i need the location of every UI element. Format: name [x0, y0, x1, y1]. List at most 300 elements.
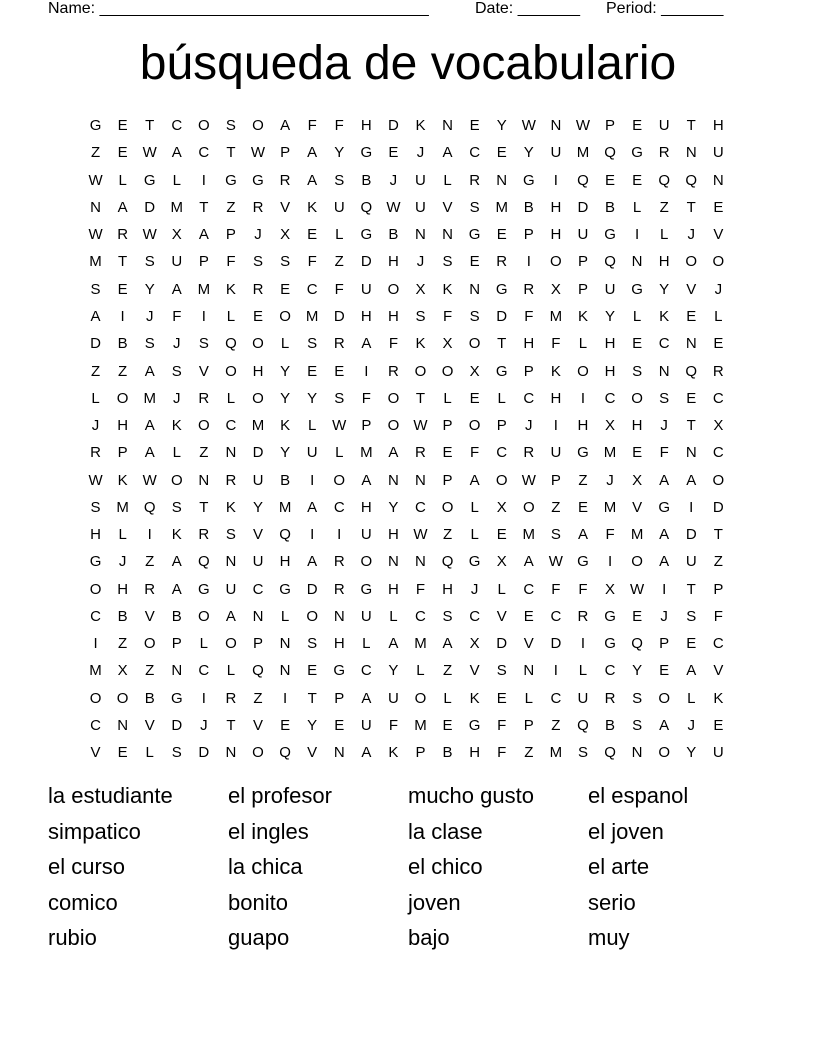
grid-letter: N	[469, 280, 481, 298]
grid-letter: Z	[551, 498, 561, 516]
grid-letter: D	[712, 498, 724, 516]
grid-letter: O	[387, 417, 400, 435]
grid-letter: W	[88, 171, 103, 189]
grid-letter: V	[307, 744, 318, 762]
grid-row	[82, 139, 732, 166]
grid-letter: T	[118, 253, 128, 271]
grid-letter: A	[659, 716, 670, 734]
grid-letter: E	[713, 335, 724, 353]
grid-letter: O	[252, 335, 264, 353]
grid-letter: P	[523, 226, 534, 244]
grid-letter: K	[307, 198, 318, 216]
grid-letter: W	[332, 417, 347, 435]
word-bank-item: el ingles	[228, 818, 309, 844]
grid-letter: M	[603, 498, 617, 516]
grid-letter: G	[198, 580, 210, 598]
grid-letter: I	[662, 580, 667, 598]
grid-letter: F	[551, 580, 561, 598]
grid-row	[82, 603, 732, 630]
grid-letter: S	[659, 389, 670, 407]
grid-letter: O	[468, 417, 481, 435]
grid-letter: P	[550, 471, 561, 489]
grid-letter: A	[307, 498, 318, 516]
grid-letter: F	[226, 253, 236, 271]
grid-letter: K	[280, 417, 291, 435]
grid-letter: Q	[252, 662, 264, 680]
grid-letter: Q	[658, 171, 671, 189]
grid-letter: L	[632, 198, 642, 216]
grid-letter: N	[225, 444, 237, 462]
grid-letter: Y	[280, 444, 291, 462]
grid-letter: C	[306, 280, 318, 298]
grid-letter: J	[416, 253, 425, 271]
grid-letter: D	[333, 307, 345, 325]
grid-row	[82, 221, 732, 248]
grid-letter: H	[550, 198, 562, 216]
grid-letter: R	[523, 444, 535, 462]
grid-letter: L	[118, 526, 127, 544]
grid-letter: H	[387, 580, 399, 598]
word-bank-item: serio	[588, 889, 636, 915]
grid-letter: D	[387, 117, 399, 135]
grid-letter: C	[90, 607, 101, 625]
grid-letter: P	[361, 417, 372, 435]
grid-letter: N	[496, 171, 508, 189]
word-bank-item: la estudiante	[48, 783, 173, 808]
grid-letter: Y	[280, 362, 291, 380]
grid-letter: D	[577, 198, 589, 216]
grid-letter: K	[442, 280, 453, 298]
grid-letter: C	[252, 580, 264, 598]
grid-letter: Y	[307, 389, 318, 407]
grid-letter: L	[172, 171, 181, 189]
grid-letter: A	[361, 744, 372, 762]
grid-letter: H	[712, 117, 724, 135]
grid-letter: W	[142, 144, 157, 162]
grid-letter: O	[143, 635, 156, 653]
grid-letter: F	[388, 716, 398, 734]
grid-letter: P	[496, 417, 507, 435]
grid-letter: W	[413, 417, 428, 435]
word-bank-item: el profesor	[228, 783, 332, 808]
grid-letter: L	[524, 689, 533, 707]
grid-letter: B	[117, 607, 128, 625]
grid-letter: R	[225, 471, 237, 489]
grid-letter: G	[279, 580, 291, 598]
grid-letter: M	[197, 280, 211, 298]
grid-letter: C	[712, 635, 724, 653]
grid-letter: E	[307, 362, 318, 380]
grid-letter: P	[198, 253, 209, 271]
grid-letter: E	[686, 635, 697, 653]
grid-letter: Y	[496, 117, 507, 135]
grid-letter: E	[442, 444, 453, 462]
grid-letter: P	[659, 635, 670, 653]
grid-letter: X	[469, 362, 480, 380]
grid-letter: D	[198, 744, 210, 762]
grid-letter: F	[659, 444, 669, 462]
grid-letter: S	[469, 307, 480, 325]
grid-letter: L	[497, 389, 506, 407]
grid-letter: V	[469, 662, 480, 680]
grid-letter: F	[334, 280, 344, 298]
grid-letter: H	[604, 335, 616, 353]
grid-letter: U	[252, 471, 264, 489]
grid-letter: V	[144, 716, 155, 734]
grid-letter: F	[605, 526, 615, 544]
grid-letter: C	[198, 144, 210, 162]
grid-letter: E	[496, 689, 507, 707]
grid-letter: H	[117, 417, 129, 435]
grid-letter: V	[632, 498, 643, 516]
grid-letter: M	[170, 198, 184, 216]
grid-letter: S	[144, 335, 155, 353]
grid-letter: Y	[388, 498, 399, 516]
grid-letter: F	[713, 607, 723, 625]
grid-letter: B	[280, 471, 291, 489]
grid-letter: E	[469, 389, 480, 407]
grid-letter: F	[497, 716, 507, 734]
grid-letter: K	[577, 307, 588, 325]
grid-letter: S	[198, 335, 209, 353]
grid-row	[82, 276, 732, 303]
grid-row	[82, 439, 732, 466]
grid-letter: Q	[360, 198, 373, 216]
grid-letter: T	[713, 526, 723, 544]
word-bank-item: el arte	[588, 854, 650, 880]
grid-letter: U	[333, 198, 345, 216]
grid-letter: G	[225, 171, 237, 189]
grid-letter: J	[660, 607, 668, 625]
grid-letter: W	[548, 553, 563, 571]
grid-letter: O	[550, 253, 562, 271]
grid-letter: W	[521, 471, 536, 489]
grid-letter: L	[307, 417, 317, 435]
grid-letter: N	[117, 716, 129, 734]
grid-letter: O	[522, 498, 535, 516]
grid-letter: U	[550, 144, 562, 162]
grid-letter: M	[143, 389, 156, 407]
grid-letter: S	[686, 607, 697, 625]
grid-letter: M	[305, 307, 319, 325]
grid-letter: O	[89, 580, 102, 598]
grid-letter: A	[171, 580, 182, 598]
grid-letter: R	[496, 253, 508, 271]
grid-letter: I	[553, 417, 558, 435]
grid-letter: S	[442, 607, 453, 625]
grid-letter: V	[442, 198, 453, 216]
grid-letter: C	[469, 607, 481, 625]
grid-letter: D	[550, 635, 562, 653]
grid-letter: E	[117, 280, 128, 298]
grid-letter: H	[387, 526, 399, 544]
grid-letter: O	[658, 744, 671, 762]
grid-letter: R	[252, 198, 264, 216]
grid-letter: S	[334, 171, 345, 189]
grid-letter: R	[333, 580, 345, 598]
grid-letter: W	[88, 471, 103, 489]
grid-letter: Y	[388, 662, 399, 680]
grid-letter: X	[442, 335, 453, 353]
grid-letter: Y	[253, 498, 264, 516]
grid-letter: L	[470, 526, 479, 544]
grid-letter: V	[198, 362, 209, 380]
grid-letter: E	[388, 144, 399, 162]
grid-letter: Y	[280, 389, 291, 407]
grid-letter: J	[687, 226, 695, 244]
grid-letter: E	[605, 171, 616, 189]
grid-letter: L	[335, 226, 344, 244]
grid-letter: P	[442, 471, 453, 489]
grid-letter: H	[442, 580, 453, 598]
grid-letter: Q	[441, 553, 454, 571]
grid-row	[82, 576, 732, 603]
grid-letter: M	[603, 444, 617, 462]
grid-letter: B	[171, 607, 182, 625]
grid-letter: L	[280, 335, 290, 353]
grid-letter: X	[415, 280, 426, 298]
grid-letter: E	[496, 144, 507, 162]
grid-letter: Y	[632, 662, 643, 680]
grid-letter: H	[387, 307, 399, 325]
grid-letter: Z	[118, 635, 128, 653]
grid-letter: C	[712, 389, 724, 407]
grid-letter: H	[550, 226, 562, 244]
grid-letter: L	[118, 171, 127, 189]
grid-letter: Q	[685, 362, 698, 380]
grid-letter: I	[201, 171, 206, 189]
grid-letter: J	[525, 417, 533, 435]
grid-letter: J	[200, 716, 208, 734]
grid-letter: S	[632, 362, 643, 380]
grid-letter: S	[632, 689, 643, 707]
grid-letter: L	[91, 389, 100, 407]
grid-letter: T	[686, 417, 696, 435]
grid-letter: O	[414, 362, 427, 380]
grid-letter: A	[577, 526, 588, 544]
grid-letter: I	[310, 471, 315, 489]
grid-letter: Z	[524, 744, 534, 762]
grid-letter: M	[414, 716, 427, 734]
grid-letter: C	[496, 444, 508, 462]
grid-letter: O	[468, 335, 481, 353]
grid-letter: O	[631, 389, 643, 407]
grid-letter: D	[171, 716, 183, 734]
grid-letter: S	[90, 498, 101, 516]
grid-letter: G	[360, 580, 373, 598]
grid-letter: O	[225, 362, 237, 380]
grid-letter: O	[89, 689, 102, 707]
grid-letter: S	[550, 526, 561, 544]
grid-letter: O	[198, 117, 210, 135]
grid-letter: B	[361, 171, 372, 189]
grid-letter: L	[443, 171, 452, 189]
grid-letter: L	[632, 307, 642, 325]
word-bank-item: el espanol	[588, 783, 689, 808]
grid-letter: O	[387, 389, 400, 407]
grid-letter: A	[442, 144, 453, 162]
grid-letter: E	[280, 716, 291, 734]
grid-letter: P	[577, 280, 588, 298]
grid-letter: Z	[145, 553, 155, 571]
grid-letter: G	[89, 553, 102, 571]
grid-letter: N	[171, 662, 183, 680]
word-bank-item: guapo	[228, 925, 290, 951]
grid-letter: P	[605, 117, 616, 135]
grid-letter: U	[360, 716, 372, 734]
grid-letter: L	[470, 498, 479, 516]
grid-letter: N	[252, 607, 264, 625]
grid-letter: A	[686, 662, 697, 680]
grid-letter: W	[521, 117, 536, 135]
grid-letter: R	[144, 580, 156, 598]
word-bank-item: bonito	[228, 889, 288, 915]
grid-letter: I	[635, 226, 640, 244]
grid-letter: E	[713, 716, 724, 734]
grid-letter: P	[171, 635, 182, 653]
grid-letter: O	[306, 607, 318, 625]
grid-letter: W	[575, 117, 591, 135]
grid-letter: D	[252, 444, 264, 462]
grid-letter: K	[388, 744, 399, 762]
grid-letter: K	[550, 362, 561, 380]
grid-letter: W	[88, 226, 103, 244]
grid-letter: L	[416, 662, 425, 680]
grid-letter: E	[280, 280, 291, 298]
grid-letter: F	[442, 307, 453, 325]
grid-letter: E	[253, 307, 264, 325]
grid-letter: E	[523, 607, 534, 625]
grid-letter: L	[714, 307, 723, 325]
grid-letter: A	[144, 362, 155, 380]
grid-letter: F	[524, 307, 534, 325]
grid-letter: A	[659, 471, 670, 489]
grid-letter: Q	[631, 635, 643, 653]
grid-letter: A	[171, 144, 182, 162]
grid-letter: S	[577, 744, 588, 762]
grid-letter: I	[580, 389, 586, 407]
grid-letter: Q	[143, 498, 156, 516]
grid-letter: N	[523, 662, 535, 680]
grid-letter: F	[334, 117, 344, 135]
letter-grid	[82, 112, 732, 766]
grid-letter: R	[415, 444, 426, 462]
grid-letter: U	[252, 553, 264, 571]
grid-letter: P	[334, 689, 345, 707]
grid-letter: Z	[551, 716, 561, 734]
grid-letter: N	[415, 553, 426, 571]
grid-letter: T	[686, 580, 696, 598]
word-bank	[48, 778, 768, 956]
grid-letter: K	[117, 471, 128, 489]
grid-letter: J	[254, 226, 262, 244]
grid-letter: P	[442, 417, 453, 435]
date-field-label: Date: _______	[475, 0, 580, 17]
grid-letter: A	[117, 198, 128, 216]
grid-letter: N	[225, 553, 237, 571]
grid-letter: O	[631, 553, 643, 571]
grid-letter: G	[468, 553, 481, 571]
grid-letter: G	[360, 226, 373, 244]
grid-letter: X	[496, 553, 507, 571]
grid-letter: Q	[577, 716, 589, 734]
grid-letter: C	[550, 689, 562, 707]
grid-letter: N	[387, 553, 399, 571]
grid-letter: H	[360, 498, 372, 516]
grid-letter: E	[496, 226, 507, 244]
grid-letter: U	[225, 580, 237, 598]
grid-letter: L	[443, 689, 452, 707]
grid-letter: C	[469, 144, 481, 162]
grid-letter: N	[90, 198, 101, 216]
grid-letter: Z	[578, 471, 588, 489]
grid-letter: M	[89, 662, 102, 680]
grid-letter: F	[388, 335, 398, 353]
grid-letter: K	[469, 689, 480, 707]
grid-letter: R	[712, 362, 724, 380]
grid-letter: G	[333, 662, 346, 680]
grid-letter: S	[171, 744, 182, 762]
grid-letter: I	[93, 635, 98, 653]
grid-letter: F	[551, 335, 561, 353]
grid-letter: U	[550, 444, 562, 462]
word-bank-item: la chica	[228, 854, 303, 880]
grid-letter: T	[497, 335, 507, 353]
grid-letter: A	[171, 553, 182, 571]
grid-letter: R	[469, 171, 481, 189]
grid-letter: N	[550, 117, 562, 135]
grid-letter: B	[388, 226, 399, 244]
grid-letter: L	[199, 635, 209, 653]
grid-letter: E	[686, 307, 697, 325]
grid-letter: Y	[686, 744, 697, 762]
grid-row	[82, 248, 732, 275]
grid-row	[82, 630, 732, 657]
grid-letter: A	[361, 689, 372, 707]
grid-letter: N	[387, 471, 399, 489]
grid-letter: H	[252, 362, 264, 380]
grid-letter: N	[198, 471, 210, 489]
grid-letter: K	[713, 689, 724, 707]
grid-letter: M	[251, 417, 265, 435]
name-field-label: Name: _____________________________________	[48, 0, 429, 17]
grid-letter: L	[226, 307, 236, 325]
grid-letter: L	[578, 662, 588, 680]
grid-letter: F	[415, 580, 426, 598]
grid-letter: U	[415, 198, 426, 216]
grid-letter: V	[280, 198, 291, 216]
grid-letter: Z	[334, 253, 344, 271]
grid-letter: Z	[199, 444, 209, 462]
grid-letter: G	[577, 444, 589, 462]
grid-letter: L	[335, 444, 344, 462]
grid-letter: T	[686, 117, 696, 135]
grid-letter: I	[337, 526, 342, 544]
grid-letter: S	[469, 198, 480, 216]
grid-letter: S	[253, 253, 264, 271]
grid-letter: L	[389, 607, 398, 625]
grid-letter: Z	[253, 689, 263, 707]
grid-letter: S	[307, 335, 318, 353]
grid-letter: O	[252, 389, 264, 407]
grid-letter: N	[658, 362, 670, 380]
grid-letter: A	[171, 280, 182, 298]
grid-letter: S	[280, 253, 291, 271]
grid-letter: S	[632, 716, 643, 734]
grid-letter: K	[415, 335, 426, 353]
grid-letter: N	[631, 253, 643, 271]
grid-letter: R	[604, 689, 616, 707]
